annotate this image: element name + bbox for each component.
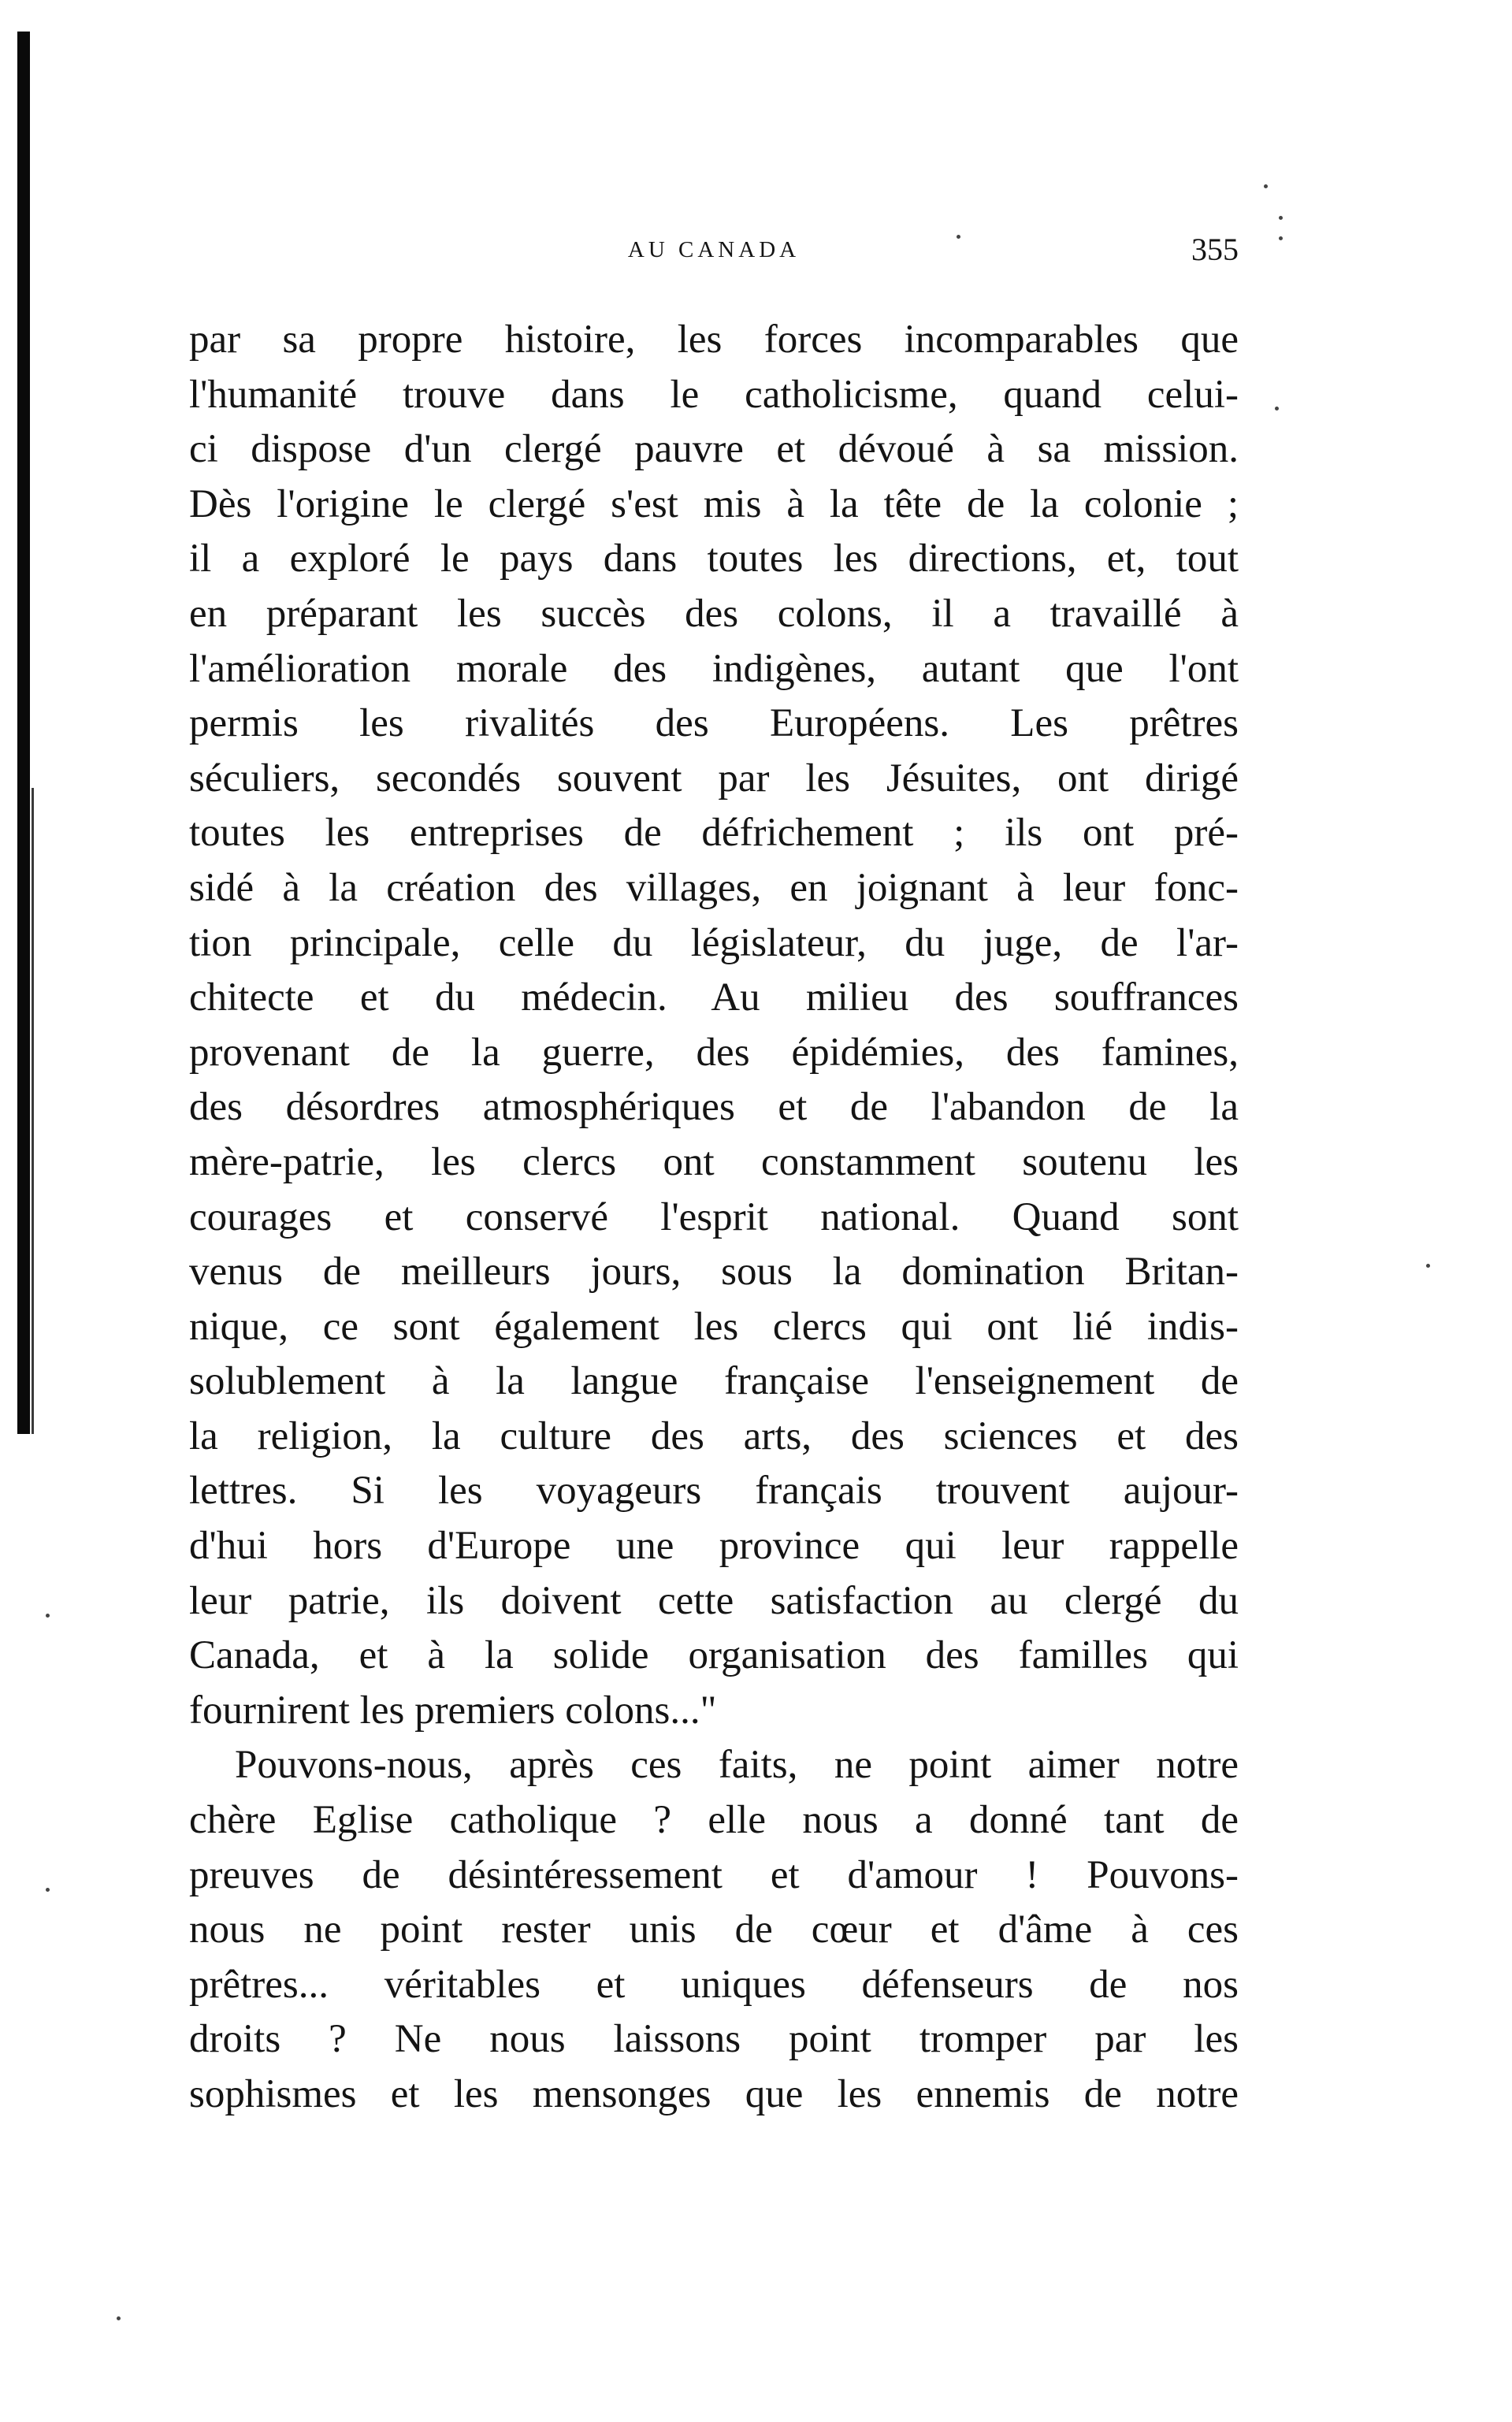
text-line: il a exploré le pays dans toutes les directions, et, tout — [189, 537, 1239, 581]
text-line: ci dispose d'un clergé pauvre et dévoué à sa mission. — [189, 427, 1239, 472]
scan-speck — [1426, 1264, 1430, 1268]
scan-speck — [46, 1888, 50, 1892]
text-line: l'humanité trouve dans le catholicisme, quand celui- — [189, 372, 1239, 417]
text-line: par sa propre histoire, les forces incomparables que — [189, 318, 1239, 362]
scan-speck — [1279, 236, 1283, 240]
text-line: en préparant les succès des colons, il a travaillé à — [189, 591, 1239, 636]
text-line: venus de meilleurs jours, sous la domination Britan- — [189, 1250, 1239, 1295]
scan-speck — [1279, 216, 1283, 220]
text-line: chitecte et du médecin. Au milieu des souffrances — [189, 975, 1239, 1020]
text-line: des désordres atmosphériques et de l'abandon de la — [189, 1085, 1239, 1130]
scan-edge-bar — [17, 32, 30, 1434]
text-line: nique, ce sont également les clercs qui ont lié indis- — [189, 1304, 1239, 1349]
text-line: séculiers, secondés souvent par les Jésuites, ont dirigé — [189, 756, 1239, 801]
text-line: fournirent les premiers colons..." — [189, 1688, 717, 1733]
text-line: preuves de désintéressement et d'amour ! Pouvons- — [189, 1852, 1239, 1897]
text-line: toutes les entreprises de défrichement ; ils ont pré- — [189, 811, 1239, 856]
text-line: prêtres... véritables et uniques défenseurs de nos — [189, 1962, 1239, 2007]
scan-edge-line — [32, 788, 34, 1434]
running-head: AU CANADA — [627, 237, 801, 262]
text-line: provenant de la guerre, des épidémies, des famines, — [189, 1030, 1239, 1075]
page-number: 355 — [1191, 232, 1239, 267]
text-line: sophismes et les mensonges que les ennemis de notre — [189, 2072, 1239, 2116]
text-line: Dès l'origine le clergé s'est mis à la tête de la colonie ; — [189, 481, 1239, 526]
page-header — [189, 230, 1239, 269]
text-line: la religion, la culture des arts, des sciences et des — [189, 1413, 1239, 1458]
text-line: permis les rivalités des Européens. Les prêtres — [189, 701, 1239, 746]
text-line: lettres. Si les voyageurs français trouvent aujour- — [189, 1469, 1239, 1514]
scan-speck — [117, 2316, 121, 2320]
text-line: nous ne point rester unis de cœur et d'âme à ces — [189, 1908, 1239, 1952]
text-line: mère-patrie, les clercs ont constamment soutenu les — [189, 1139, 1239, 1184]
scan-speck — [1275, 407, 1279, 410]
text-line: Pouvons-nous, après ces faits, ne point aimer notre — [235, 1743, 1239, 1788]
scan-speck — [1264, 184, 1268, 188]
scan-speck — [46, 1614, 50, 1618]
text-line: sidé à la création des villages, en joignant à leur fonc- — [189, 865, 1239, 910]
text-line: droits ? Ne nous laissons point tromper par les — [189, 2017, 1239, 2062]
text-line: tion principale, celle du législateur, du juge, de l'ar- — [189, 920, 1239, 965]
text-line: l'amélioration morale des indigènes, autant que l'ont — [189, 646, 1239, 691]
text-line: Canada, et à la solide organisation des familles qui — [189, 1633, 1239, 1678]
text-line: courages et conservé l'esprit national. Quand sont — [189, 1194, 1239, 1239]
text-line: leur patrie, ils doivent cette satisfaction au clergé du — [189, 1578, 1239, 1623]
text-line: chère Eglise catholique ? elle nous a donné tant de — [189, 1798, 1239, 1843]
text-line: d'hui hors d'Europe une province qui leur rappelle — [189, 1524, 1239, 1569]
body-text — [189, 313, 1239, 2123]
text-line: solublement à la langue française l'enseignement de — [189, 1359, 1239, 1404]
